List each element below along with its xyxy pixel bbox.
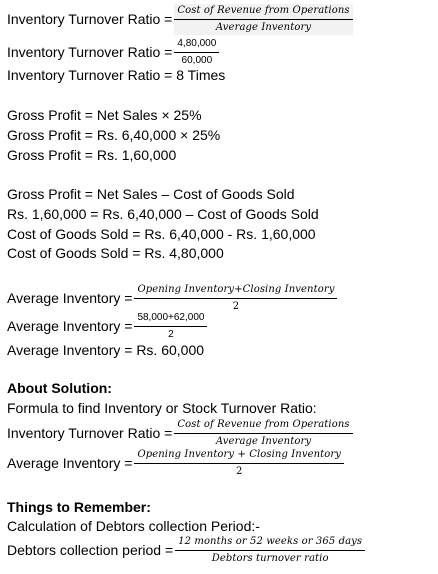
debtors-period-fraction [175,535,365,566]
avg-inventory-numerator: Opening Inventory+Closing Inventory [134,283,337,299]
things-to-remember-heading: Things to Remember: [7,499,151,515]
about-avg-inventory-fraction [134,448,344,479]
itr-denominator: Average Inventory [215,22,312,33]
itr-values-label: Inventory Turnover Ratio = [7,44,173,60]
about-solution-heading: About Solution: [7,380,112,396]
about-solution-intro: Formula to find Inventory or Stock Turnover Ratio: [7,400,317,416]
about-itr-numerator: Cost of Revenue from Operations [174,418,352,434]
about-itr-denominator: Average Inventory [215,436,312,447]
avg-inventory-fraction [134,283,337,314]
itr-label: Inventory Turnover Ratio = [7,11,173,27]
about-avg-inventory-label: Average Inventory = [7,455,133,471]
avg-inventory-values-fraction [134,311,207,342]
cogs-line-1: Gross Profit = Net Sales – Cost of Goods Sold [7,186,295,202]
avg-inventory-values-denominator: 2 [168,329,174,340]
about-itr-fraction [174,418,352,449]
about-avg-inventory-denominator: 2 [235,466,243,477]
avg-inventory-denominator: 2 [232,301,240,312]
about-avg-inventory-numerator: Opening Inventory + Closing Inventory [134,448,344,464]
avg-inventory-values-numerator: 58,000+62,000 [134,311,207,327]
avg-inventory-label: Average Inventory = [7,290,133,306]
cogs-line-2: Rs. 1,60,000 = Rs. 6,40,000 – Cost of Goods Sold [7,206,319,222]
about-itr-label: Inventory Turnover Ratio = [7,425,173,441]
about-itr-formula-row [7,418,353,449]
about-avg-inventory-row [7,448,344,479]
cogs-line-4: Cost of Goods Sold = Rs. 4,80,000 [7,245,224,261]
itr-values-numerator: 4,80,000 [174,37,219,53]
avg-inventory-values-row [7,311,207,342]
itr-numerator: Cost of Revenue from Operations [174,4,352,20]
debtors-period-numerator: 12 months or 52 weeks or 365 days [175,535,365,551]
itr-result: Inventory Turnover Ratio = 8 Times [7,67,226,83]
debtors-period-denominator: Debtors turnover ratio [211,553,329,564]
cogs-line-3: Cost of Goods Sold = Rs. 6,40,000 - Rs. 1,60,000 [7,226,316,242]
itr-formula-row [7,4,353,35]
itr-values-denominator: 60,000 [181,55,213,66]
itr-fraction [174,4,352,35]
debtors-period-intro: Calculation of Debtors collection Period:- [7,518,260,534]
avg-inventory-result: Average Inventory = Rs. 60,000 [7,342,205,358]
itr-values-row [7,37,219,68]
gross-profit-line-2: Gross Profit = Rs. 6,40,000 × 25% [7,127,221,143]
itr-values-fraction [174,37,219,68]
debtors-period-label: Debtors collection period = [7,542,174,558]
gross-profit-line-3: Gross Profit = Rs. 1,60,000 [7,147,177,163]
avg-inventory-formula-row [7,283,337,314]
debtors-period-formula-row [7,535,365,566]
gross-profit-line-1: Gross Profit = Net Sales × 25% [7,107,202,123]
avg-inventory-values-label: Average Inventory = [7,318,133,334]
